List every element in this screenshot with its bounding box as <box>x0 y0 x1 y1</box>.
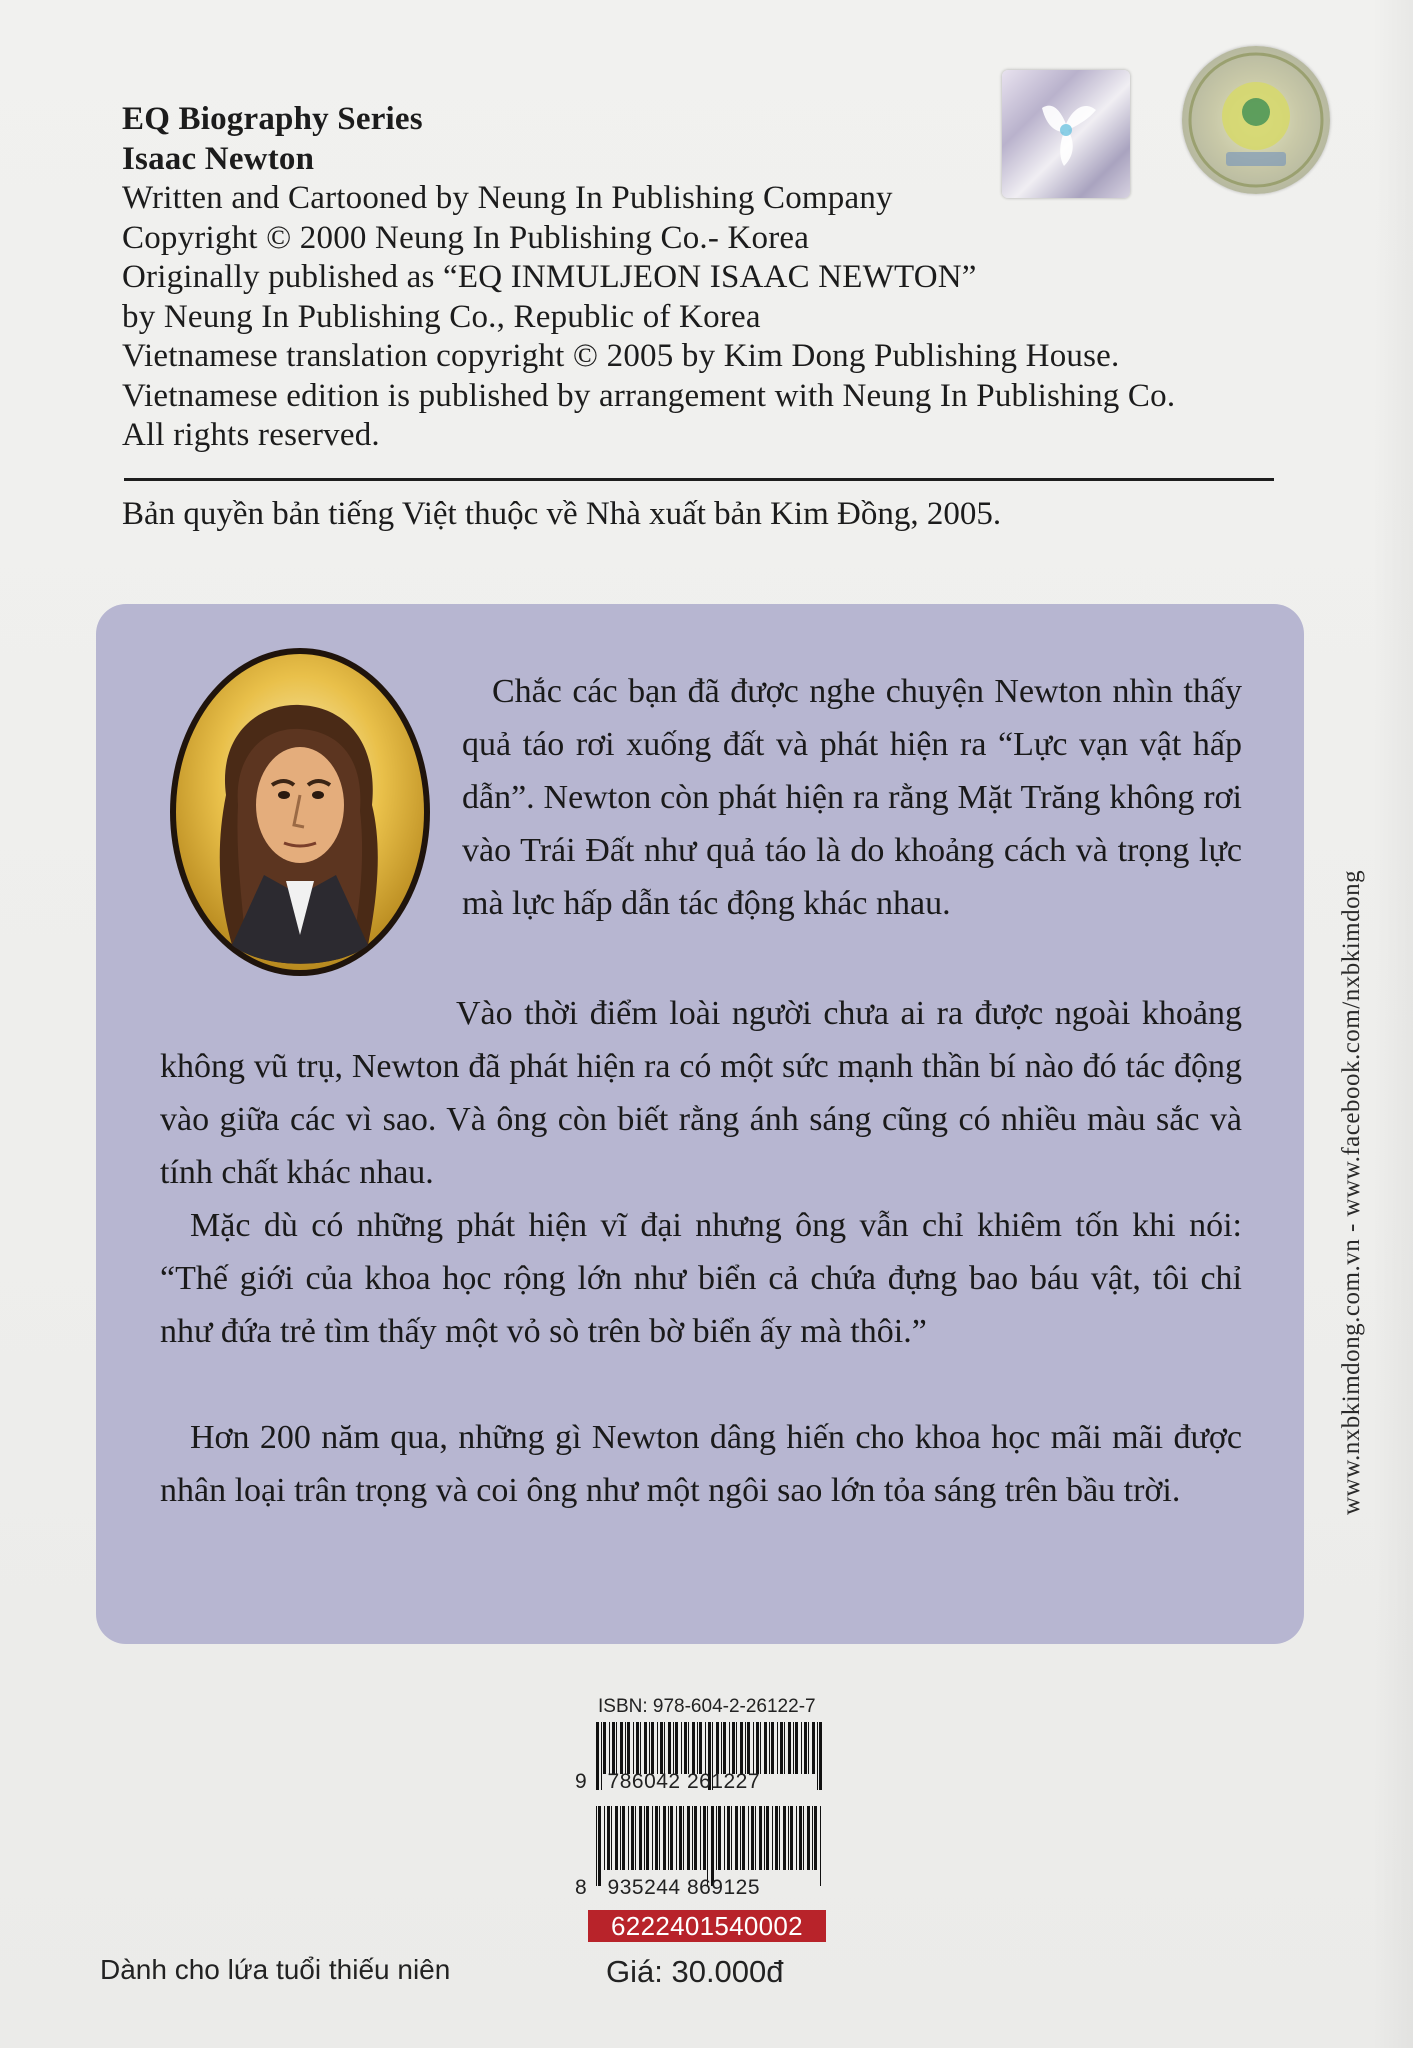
barcode-bar <box>652 1806 653 1870</box>
age-group-label: Dành cho lứa tuổi thiếu niên <box>100 1954 451 1985</box>
barcode-bar <box>716 1806 717 1870</box>
barcode-bar <box>803 1806 804 1870</box>
barcode-bar <box>640 1722 641 1774</box>
barcode-lead-digit: 8 <box>575 1876 588 1899</box>
blurb-paragraph-3: Mặc dù có những phát hiện vĩ đại nhưng ông vẫn chỉ khiêm tốn khi nói: “Thế giới của khoa học rộng lớn như biển cả chứa đựng bao báu vật, tôi chỉ như đứa trẻ tìm thấy một vỏ sò trên bờ biển ấy mà thôi.” <box>160 1207 1242 1350</box>
blurb-paragraph-1: Chắc các bạn đã được nghe chuyện Newton nhìn thấy quả táo rơi xuống đất và phát hiện ra “Lực vạn vật hấp dẫn”. Newton còn phát hiện ra rằng Mặt Trăng không rơi vào Trái Đất như quả táo là do khoảng cách và trọng lực mà lực hấp dẫn tác động khác nhau. <box>462 673 1242 922</box>
barcode-bar <box>759 1806 762 1870</box>
barcode-bar <box>801 1722 802 1774</box>
credit-line: Vietnamese edition is published by arrangement with Neung In Publishing Co. <box>122 377 1176 414</box>
barcode-bar <box>612 1722 615 1774</box>
barcode-bar <box>644 1806 645 1870</box>
barcode-bar <box>611 1806 612 1870</box>
barcode-bar <box>804 1722 807 1774</box>
barcode-bar <box>651 1722 654 1774</box>
barcode-bar <box>692 1722 695 1774</box>
barcode-bar <box>772 1806 773 1870</box>
barcode-bar <box>635 1806 636 1870</box>
barcode-bar <box>718 1806 721 1870</box>
barcode-bar <box>799 1806 802 1870</box>
credit-line: Copyright © 2000 Neung In Publishing Co.- Korea <box>122 219 810 256</box>
barcode-bar <box>721 1722 722 1774</box>
barcode-bar <box>812 1806 813 1870</box>
barcode-bar <box>820 1806 821 1886</box>
barcode-bar <box>716 1722 719 1774</box>
barcode-bar <box>711 1806 714 1886</box>
credit-line: by Neung In Publishing Co., Republic of Korea <box>122 298 761 335</box>
barcode-bar <box>663 1806 666 1870</box>
barcode-bar <box>779 1806 780 1870</box>
barcode-lead-digit: 9 <box>575 1770 588 1793</box>
credit-line: Written and Cartooned by Neung In Publishing Company <box>122 180 893 216</box>
barcode-bar <box>766 1806 769 1870</box>
barcode-bar <box>819 1722 822 1790</box>
book-title: Isaac Newton <box>122 140 315 177</box>
blurb-paragraph-4: Hơn 200 năm qua, những gì Newton dâng hiến cho khoa học mãi mãi được nhân loại trân trọng và coi ông như một ngôi sao lớn tỏa sáng trên bầu trời. <box>160 1419 1242 1509</box>
barcode-bar <box>615 1806 618 1870</box>
barcode-bar <box>753 1722 754 1774</box>
barcode-bar <box>755 1806 756 1870</box>
barcode-bar <box>742 1806 745 1870</box>
blurb-paragraph-2: Vào thời điểm loài người chưa ai ra được ngoài khoảng không vũ trụ, Newton đã phát hiện ra có một sức mạnh thần bí nào đó tác động vào giữa các vì sao. Và ông còn biết rằng ánh sáng cũng có nhiều màu sắc và tính chất khác nhau. <box>160 995 1242 1191</box>
barcode-bar <box>660 1722 663 1774</box>
barcode-bar <box>735 1806 738 1870</box>
barcode-bar <box>748 1806 749 1870</box>
barcode-bar <box>607 1806 610 1870</box>
barcode-bar <box>625 1722 626 1774</box>
vietnamese-copyright: Bản quyền bản tiếng Việt thuộc về Nhà xuất bản Kim Đồng, 2005. <box>122 496 1002 532</box>
barcode-bar <box>673 1722 674 1774</box>
barcode-bar <box>700 1806 701 1870</box>
credit-line: Originally published as “EQ INMULJEON ISAAC NEWTON” <box>122 259 977 295</box>
barcode-bar <box>796 1806 797 1870</box>
barcode-bar <box>769 1722 770 1774</box>
barcode-bar <box>679 1806 682 1870</box>
page-edge-shadow <box>1373 0 1413 2048</box>
barcode-bar <box>683 1806 684 1870</box>
barcode-bar <box>790 1806 793 1870</box>
series-name: EQ Biography Series <box>122 101 423 137</box>
product-barcode-digits <box>575 1876 760 1900</box>
barcode-bar <box>699 1722 702 1774</box>
barcode-bar <box>664 1722 665 1774</box>
barcode-digits: 935244 869125 <box>607 1876 761 1899</box>
barcode-bar <box>675 1722 678 1774</box>
barcode-bar <box>639 1806 642 1870</box>
publisher-website: www.nxbkimdong.com.vn - www.facebook.com/nxbkimdong <box>1338 869 1365 1515</box>
barcode-bar <box>622 1806 625 1870</box>
barcode-bar <box>756 1722 759 1774</box>
barcode-bar <box>627 1722 630 1774</box>
barcode-bar <box>694 1806 697 1870</box>
barcode-bar <box>670 1806 673 1870</box>
barcode-bar <box>817 1722 818 1790</box>
barcode-bar <box>740 1806 741 1870</box>
barcode-bar <box>676 1806 677 1870</box>
barcode-bar <box>616 1722 617 1774</box>
barcode-bar <box>692 1806 693 1870</box>
barcode-bar <box>814 1806 817 1870</box>
barcode-bar <box>604 1806 605 1870</box>
barcode-bar <box>783 1806 786 1870</box>
divider-line <box>124 478 1274 481</box>
barcode-bar <box>609 1722 610 1774</box>
barcode-bar <box>747 1722 750 1774</box>
newton-portrait-icon <box>168 645 433 980</box>
barcode-bar <box>784 1722 785 1774</box>
barcode-bar <box>731 1806 732 1870</box>
barcode-bar <box>771 1722 774 1774</box>
barcode-bar <box>745 1722 746 1774</box>
barcode-bar <box>687 1806 690 1870</box>
barcode-bar <box>633 1722 634 1774</box>
barcode-bar <box>703 1806 706 1870</box>
price-label: Giá: 30.000đ <box>606 1954 784 1989</box>
isbn-barcode-digits <box>575 1770 760 1794</box>
credit-line: Vietnamese translation copyright © 2005 by Kim Dong Publishing House. <box>122 338 1120 374</box>
product-code-label: 6222401540002 <box>588 1910 826 1942</box>
barcode-bar <box>598 1806 601 1886</box>
barcode-bar <box>620 1806 621 1870</box>
barcode-bar <box>724 1806 725 1870</box>
barcode-bar <box>732 1722 735 1774</box>
barcode-bar <box>668 1722 671 1774</box>
barcode-bar <box>727 1806 730 1870</box>
barcode-bar <box>729 1722 730 1774</box>
barcode-bar <box>775 1806 778 1870</box>
barcode-bar <box>764 1722 767 1774</box>
barcode-bar <box>620 1722 623 1774</box>
barcode-bar <box>793 1722 794 1774</box>
barcode-bar <box>705 1722 706 1774</box>
barcode-bar <box>777 1722 778 1774</box>
barcode-bar <box>723 1722 726 1774</box>
barcode-bar <box>788 1806 789 1870</box>
barcode-bar <box>697 1722 698 1774</box>
barcode-bar <box>764 1806 765 1870</box>
barcode-bar <box>808 1722 809 1774</box>
barcode-bar <box>740 1722 743 1774</box>
product-barcode <box>594 1806 826 1886</box>
barcode-bar <box>649 1722 650 1774</box>
barcode-bar <box>760 1722 761 1774</box>
barcode-bar <box>628 1806 629 1870</box>
barcode-bar <box>646 1806 649 1870</box>
barcode-bar <box>603 1722 606 1774</box>
barcode-bar <box>751 1806 754 1870</box>
credit-line: All rights reserved. <box>122 417 380 453</box>
barcode-bar <box>636 1722 639 1774</box>
barcode-bar <box>596 1806 597 1886</box>
isbn-label: ISBN: 978-604-2-26122-7 <box>598 1696 816 1717</box>
barcode-bar <box>788 1722 791 1774</box>
barcode-bar <box>668 1806 669 1870</box>
barcode-bar <box>736 1722 737 1774</box>
barcode-bar <box>688 1722 689 1774</box>
barcode-bar <box>812 1722 815 1774</box>
publisher-seal-icon <box>1182 46 1330 194</box>
barcode-bar <box>659 1806 660 1870</box>
barcode-digits: 786042 261227 <box>607 1770 761 1793</box>
hologram-sticker-icon <box>1002 70 1130 198</box>
barcode-bar <box>684 1722 687 1774</box>
barcode-bar <box>681 1722 682 1774</box>
barcode-bar <box>657 1722 658 1774</box>
barcode-bar <box>807 1806 810 1870</box>
barcode-bar <box>780 1722 783 1774</box>
barcode-bar <box>707 1806 708 1886</box>
barcode-bar <box>795 1722 798 1774</box>
barcode-bar <box>655 1806 658 1870</box>
barcode-bar <box>631 1806 634 1870</box>
barcode-bar <box>644 1722 647 1774</box>
